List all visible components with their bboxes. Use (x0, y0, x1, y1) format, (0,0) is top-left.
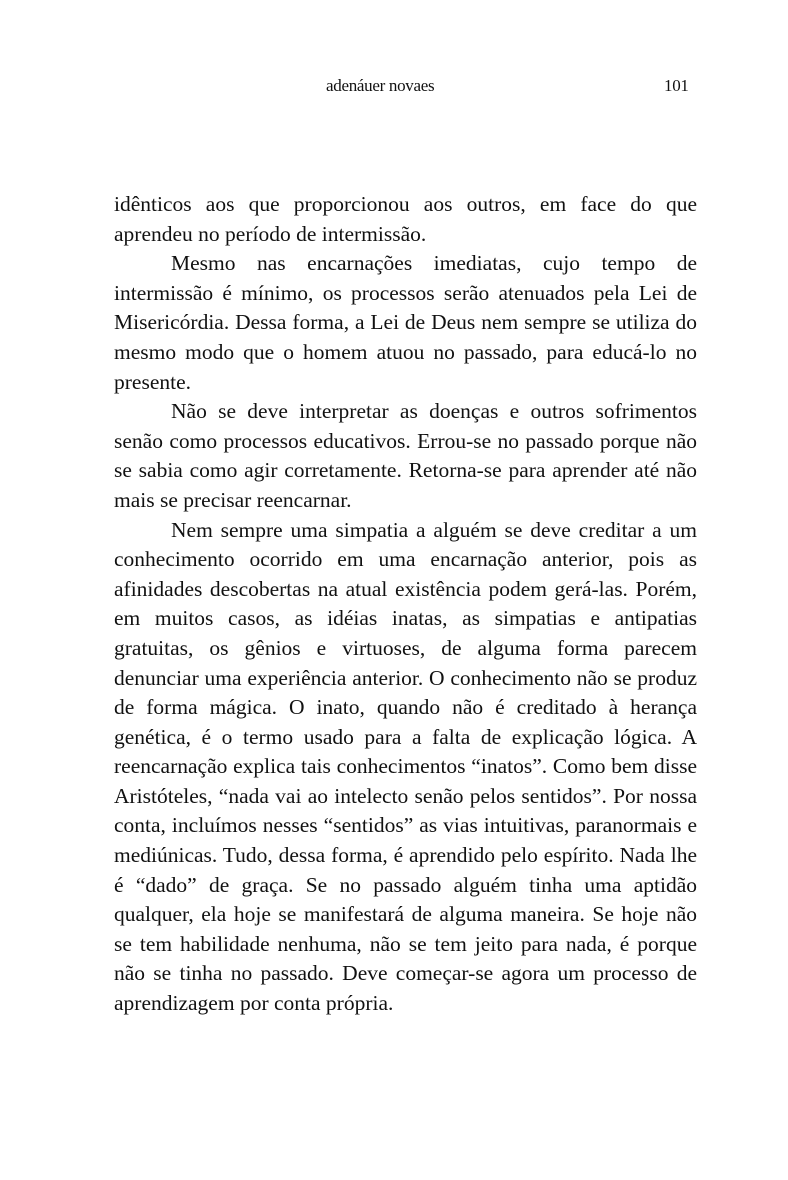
paragraph: Não se deve interpretar as doenças e outros sofrimentos senão como processos educativos. Errou-se no passado porque não se sabia como agir corretamente. Retorna-se para aprender até não mais se precisar reencarnar. (114, 399, 697, 512)
page-number: 101 (664, 76, 689, 95)
header-author: adenáuer novaes (326, 76, 435, 95)
paragraph: Nem sempre uma simpatia a alguém se deve creditar a um conhecimento ocorrido em uma encarnação anterior, pois as afinidades descobertas na atual existência podem gerá-las. Porém, em muitos casos, as idéias inatas, as simpatias e antipatias gratuitas, os gênios e virtuoses, de alguma forma parecem denunciar uma experiência anterior. O conhecimento não se produz de forma mágica. O inato, quando não é creditado à herança genética, é o termo usado para a falta de explicação lógica. A reencarnação explica tais conhecimentos “inatos”. Como bem disse Aristóteles, “nada vai ao intelecto senão pelos sentidos”. Por nossa conta, incluímos nesses “sentidos” as vias intuitivas, paranormais e mediúnicas. Tudo, dessa forma, é aprendido pelo espírito. Nada lhe é “dado” de graça. Se no passado alguém tinha uma aptidão qualquer, ela hoje se manifestará de alguma maneira. Se hoje não se tem habilidade nenhuma, não se tem jeito para nada, é porque não se tinha no passado. Deve começar-se agora um processo de aprendizagem por conta própria. (114, 517, 697, 1016)
body-text (114, 190, 697, 1019)
paragraph: Mesmo nas encarnações imediatas, cujo tempo de intermissão é mínimo, os processos serão atenuados pela Lei de Misericórdia. Dessa forma, a Lei de Deus nem sempre se utiliza do mesmo modo que o homem atuou no passado, para educá-lo no presente. (114, 251, 697, 394)
running-header (0, 76, 788, 100)
paragraph: idênticos aos que proporcionou aos outros, em face do que aprendeu no período de intermissão. (114, 192, 697, 246)
